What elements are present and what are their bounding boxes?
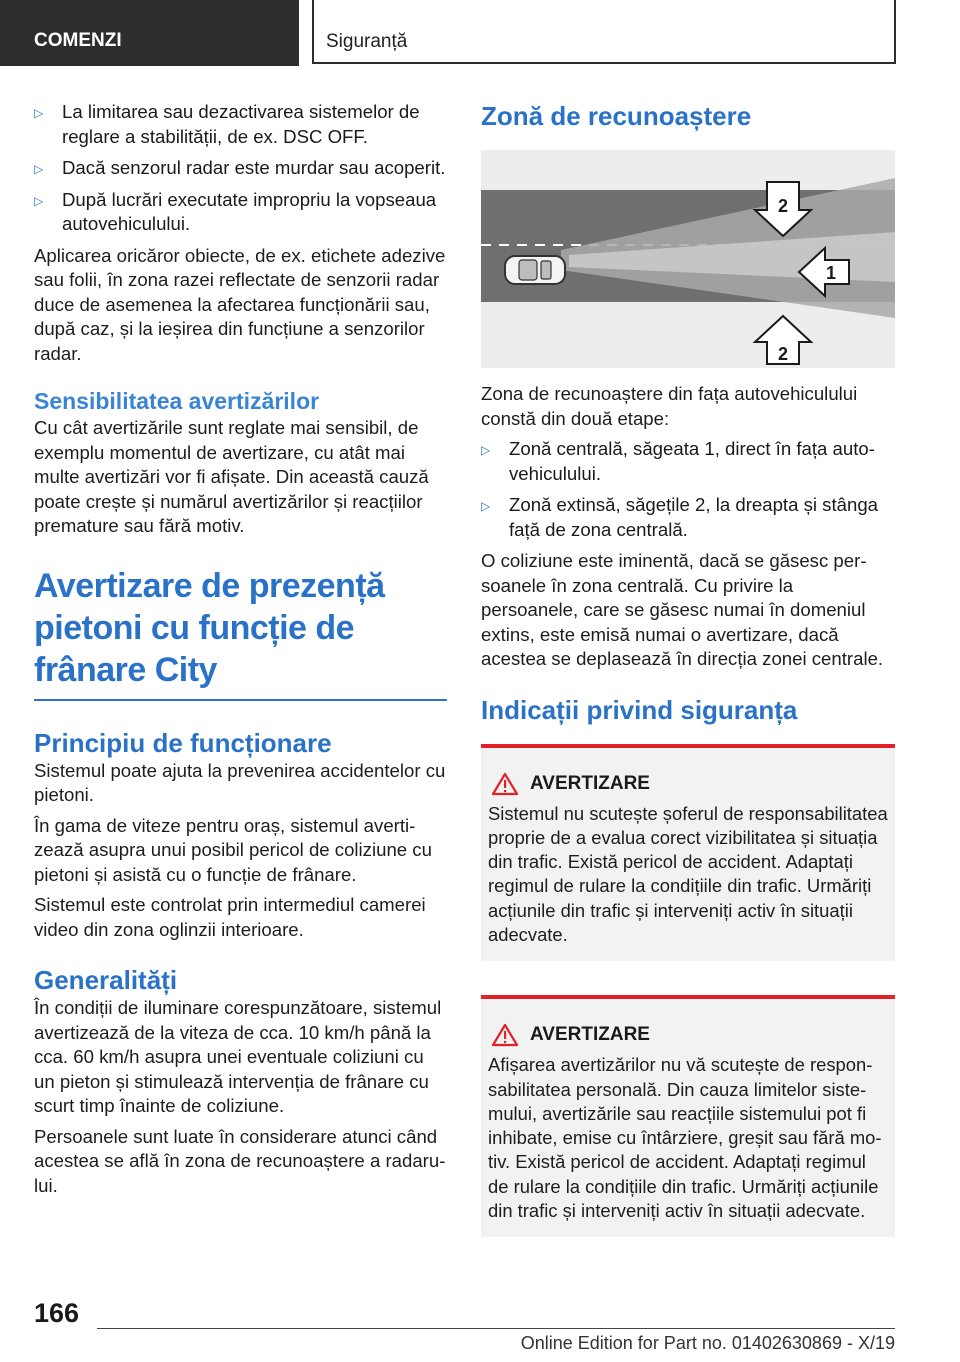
bullet-triangle-icon: ▷ [481,443,491,457]
paragraph-principle-2: În gama de viteze pentru oraș, sistemul avertizează asupra unui posibil pericol de coliziune cu pietoni și asistă cu o funcție de frânare. [34,814,432,885]
arrow-center-label: 1 [825,263,837,283]
footer-edition: Online Edition for Part no. 01402630869 - X/19 [520,1333,895,1353]
arrow-bottom-label: 2 [777,344,789,364]
warning-box [481,995,895,1237]
paragraph-zone-intro: Zona de recunoaștere din fața autovehiculului constă din două etape: [481,383,858,429]
header-section-tab [0,0,299,66]
warning-label: AVERTIZARE [530,1024,650,1046]
warning-text: Sistemul nu scutește șoferul de responsabilitatea proprie de a evalua corect vizibilitatea și situația din trafic. Există pericol de accident. Adaptați regimul de rulare la condițiile din trafic. Urmăriți acțiunile din trafic și interveniți activ în situații adecvate. [488,802,888,945]
heading-general: Generalități [34,965,178,995]
list-item: ▷ Zonă centrală, săgeata 1, direct în fața autovehiculului. [481,438,875,484]
warning-header [488,1023,888,1047]
warning-triangle-icon [492,1023,518,1047]
paragraph-foils: Aplicarea oricăror obiecte, de ex. etichete adezive sau folii, în zona razei reflectate de senzorii radar duce de asemenea la afectarea funcționării sau, după caz, și la ieșirea din funcțiune a senzorilor radar. [34,244,446,364]
bullet-triangle-icon: ▷ [34,193,44,208]
paragraph-principle-1: Sistemul poate ajuta la prevenirea accidentelor cu pietoni. [34,759,446,805]
warning-box [481,744,895,962]
paragraph-principle-3: Sistemul este controlat prin intermediul camerei video din zona oglinzii interioare. [34,894,426,940]
bullet-triangle-icon: ▷ [34,106,44,120]
page-number: 166 [34,1298,80,1328]
list-item: ▷ La limitarea sau dezactivarea sistemelor de reglare a stabilității, de ex. DSC OFF. [34,101,420,147]
bullet-triangle-icon: ▷ [481,499,491,513]
car-icon [505,256,565,284]
paragraph-general-2: Persoanele sunt luate în considerare atunci când acestea se află în zona de recunoaștere a radarului. [34,1125,446,1196]
warning-label: AVERTIZARE [530,772,650,794]
list-item: ▷ După lucrări executate impropriu la vopseaua autovehiculului. [34,188,437,234]
list-item: ▷ Zonă extinsă, săgețile 2, la dreapta și stânga față de zona centrală. [481,494,879,540]
header-subsection-tab [312,0,896,64]
left-column [34,100,447,1204]
footer-rule [97,1328,895,1329]
right-column [481,100,895,1237]
heading-principle: Principiu de funcționare [34,727,332,758]
warning-header [488,772,888,796]
heading-sensitivity: Sensibilitatea avertizărilor [34,388,320,414]
list-item: ▷ Dacă senzorul radar este murdar sau acoperit. [34,156,447,181]
chapter-title-rule [34,699,447,701]
header-section-label: COMENZI [34,30,122,51]
paragraph-zone-outro: O coliziune este iminentă, dacă se găsesc persoanele în zona centrală. Cu privire la persoanele, care se găsesc numai în domeniul extins, este emisă numai o avertizare, dacă acestea se deplasează în direcția zonei centrale. [481,550,884,669]
recognition-zone-diagram [481,150,895,368]
bullet-triangle-icon: ▷ [34,162,44,176]
paragraph-sensitivity: Cu cât avertizările sunt reglate mai sensibil, de exemplu momentul de avertizare, cu atât mai multe avertizări vor fi afișate. Din această cauză poate crește și numărul avertizărilor și reacțiilor premature sau fără motiv. [34,417,429,536]
warning-text: Afișarea avertizărilor nu vă scutește de responsabilitatea personală. Din cauza limitelor sistemului, avertizările sau reacțiile sistemului pot fi inhibate, emise cu întârziere, greșit sau fără motiv. Există pericol de accident. Adaptați regimul de rulare la condițiile din trafic. Urmăriți acțiunile din trafic și interveniți activ în situații adecvate. [488,1054,882,1222]
heading-recognition-zone: Zonă de recunoaștere [481,101,752,131]
arrow-top-label: 2 [777,196,789,216]
paragraph-general-1: În condiții de iluminare corespunzătoare, sistemul avertizează de la viteza de cca. 10 km/h până la cca. 60 km/h asupra unei eventuale coliziuni cu un pieton și stimulează intervenția de frânare cu scurt timp înainte de coliziune. [34,997,442,1116]
chapter-title: Avertizare de prezență pietoni cu funcție de frânare City [34,566,385,689]
warning-triangle-icon [492,772,518,796]
diagram-svg [481,150,895,368]
heading-safety: Indicații privind siguranța [481,694,798,725]
header-subsection-label: Siguranță [326,31,408,52]
